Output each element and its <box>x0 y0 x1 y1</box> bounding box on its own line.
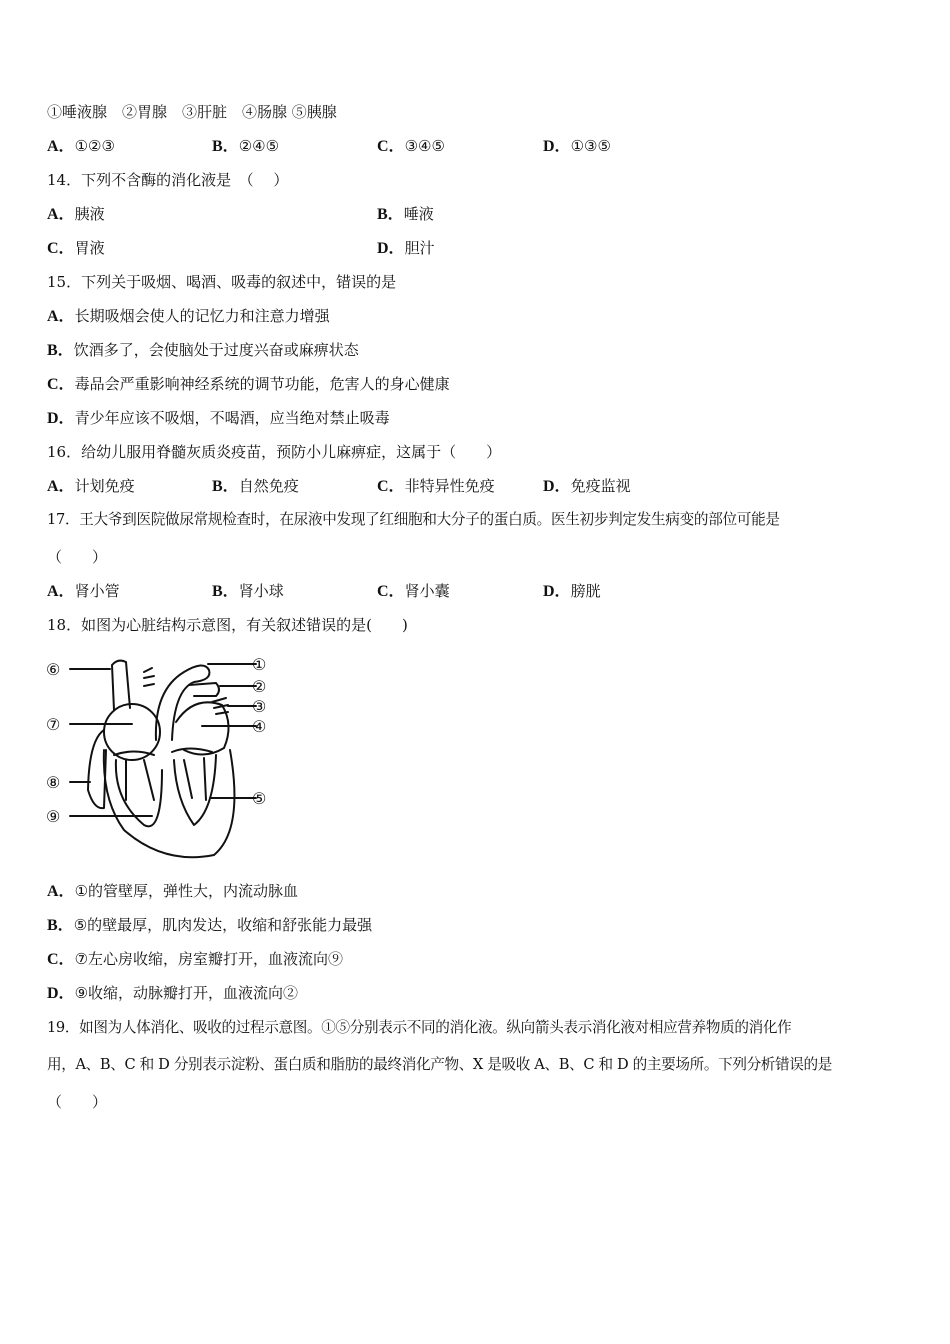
q17-option-a[interactable]: A．肾小管 <box>47 582 120 600</box>
heart-structure-illustration <box>44 650 272 864</box>
heart-diagram <box>44 650 272 864</box>
q14-option-c[interactable]: C．胃液 <box>47 239 105 257</box>
label-6: ⑥ <box>46 660 61 679</box>
label-2: ② <box>252 677 267 696</box>
q17-option-b[interactable]: B．肾小球 <box>212 582 284 600</box>
q13-option-b[interactable]: B．②④⑤ <box>212 137 280 155</box>
q17-stem: 17．王大爷到医院做尿常规检查时，在尿液中发现了红细胞和大分子的蛋白质。医生初步判定发生病变的部位可能是 <box>47 511 780 528</box>
q14-option-a[interactable]: A．胰液 <box>47 205 105 223</box>
label-1: ① <box>252 655 267 674</box>
q16-option-a[interactable]: A．计划免疫 <box>47 477 135 495</box>
label-4: ④ <box>252 717 267 736</box>
q16-option-d[interactable]: D．免疫监视 <box>543 477 631 495</box>
label-3: ③ <box>252 697 267 716</box>
q16-option-b[interactable]: B．自然免疫 <box>212 477 299 495</box>
label-7: ⑦ <box>46 715 61 734</box>
q18-option-b[interactable]: B．⑤的壁最厚，肌肉发达，收缩和舒张能力最强 <box>47 916 373 934</box>
q16-stem: 16．给幼儿服用脊髓灰质炎疫苗，预防小儿麻痹症，这属于（ ） <box>47 443 502 461</box>
label-8: ⑧ <box>46 773 61 792</box>
q18-stem: 18．如图为心脏结构示意图，有关叙述错误的是( ) <box>47 616 408 634</box>
q17-option-c[interactable]: C．肾小囊 <box>377 582 450 600</box>
q17-option-d[interactable]: D．膀胱 <box>543 582 601 600</box>
q15-option-b[interactable]: B．饮酒多了，会使脑处于过度兴奋或麻痹状态 <box>47 341 359 359</box>
q14-option-d[interactable]: D．胆汁 <box>377 239 435 257</box>
label-5: ⑤ <box>252 789 267 808</box>
q13-option-d[interactable]: D．①③⑤ <box>543 137 611 155</box>
q16-option-c[interactable]: C．非特异性免疫 <box>377 477 495 495</box>
q14-stem: 14．下列不含酶的消化液是 （ ） <box>47 171 289 189</box>
q13-option-a[interactable]: A．①②③ <box>47 137 115 155</box>
q15-stem: 15．下列关于吸烟、喝酒、吸毒的叙述中，错误的是 <box>47 273 397 291</box>
q18-option-a[interactable]: A．①的管壁厚，弹性大，内流动脉血 <box>47 882 299 900</box>
q13-items-line: ①唾液腺 ②胃腺 ③肝脏 ④肠腺 ⑤胰腺 <box>47 103 337 121</box>
q15-option-d[interactable]: D．青少年应该不吸烟，不喝酒，应当绝对禁止吸毒 <box>47 409 390 427</box>
q19-stem-line3: （ ） <box>47 1093 108 1111</box>
q17-stem-cont: （ ） <box>47 548 108 566</box>
q19-stem-line2: 用，A、B、C 和 D 分别表示淀粉、蛋白质和脂肪的最终消化产物、X 是吸收 A、B、C 和 D 的主要场所。下列分析错误的是 <box>47 1056 833 1073</box>
q13-option-c[interactable]: C．③④⑤ <box>377 137 445 155</box>
q19-stem-line1: 19．如图为人体消化、吸收的过程示意图。①⑤分别表示不同的消化液。纵向箭头表示消化液对相应营养物质的消化作 <box>47 1019 792 1036</box>
q15-option-a[interactable]: A．长期吸烟会使人的记忆力和注意力增强 <box>47 307 330 325</box>
q18-option-d[interactable]: D．⑨收缩，动脉瓣打开，血液流向② <box>47 984 299 1002</box>
q14-option-b[interactable]: B．唾液 <box>377 205 434 223</box>
q18-option-c[interactable]: C．⑦左心房收缩，房室瓣打开，血液流向⑨ <box>47 950 344 968</box>
q15-option-c[interactable]: C．毒品会严重影响神经系统的调节功能，危害人的身心健康 <box>47 375 450 393</box>
label-9: ⑨ <box>46 807 61 826</box>
